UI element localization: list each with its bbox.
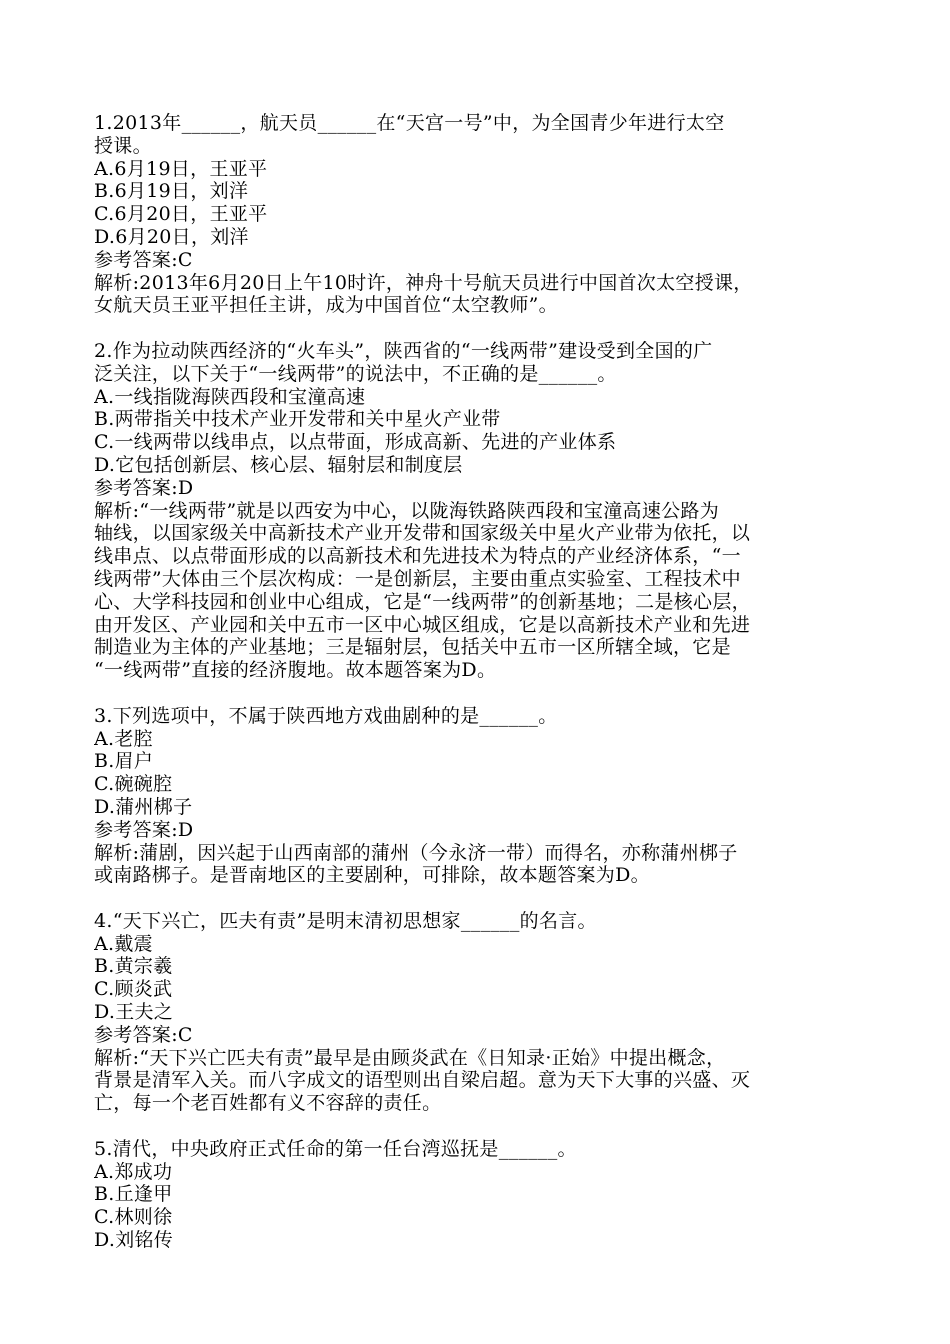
option-c: C.顾炎武	[94, 978, 173, 1001]
analysis-text: 解析:2013年6月20日上午10时许，神舟十号航天员进行中国首次太空授课，	[94, 271, 753, 294]
reference-answer: 参考答案:D	[94, 818, 194, 841]
analysis-text: 由开发区、产业园和关中五市一区中心城区组成，它是以高新技术产业和先进	[94, 613, 751, 636]
option-b: B.两带指关中技术产业开发带和关中星火产业带	[94, 408, 501, 431]
option-d: D.蒲州梆子	[94, 795, 193, 818]
option-b: B.黄宗羲	[94, 955, 173, 978]
reference-answer: 参考答案:C	[94, 248, 193, 271]
question-stem: 泛关注，以下关于“一线两带”的说法中，不正确的是______。	[94, 362, 617, 385]
question-stem: 4.“天下兴亡，匹夫有责”是明末清初思想家______的名言。	[94, 909, 597, 932]
analysis-text: 制造业为主体的产业基地；三是辐射层，包括关中五市一区所辖全域，它是	[94, 636, 731, 659]
option-d: D.刘铭传	[94, 1229, 174, 1252]
question-3	[94, 705, 884, 887]
analysis-text: 线两带”大体由三个层次构成：一是创新层，主要由重点实验室、工程技术中	[94, 567, 741, 590]
question-2	[94, 340, 884, 682]
analysis-text: 解析:“天下兴亡匹夫有责”最早是由顾炎武在《日知录·正始》中提出概念，	[94, 1046, 726, 1069]
option-a: A.戴震	[94, 932, 153, 955]
option-b: B.6月19日，刘洋	[94, 180, 249, 203]
option-c: C.林则徐	[94, 1206, 173, 1229]
question-4	[94, 910, 884, 1115]
question-stem: 3.下列选项中，不属于陕西地方戏曲剧种的是______。	[94, 704, 558, 727]
option-b: B.眉户	[94, 750, 154, 773]
question-stem: 授课。	[94, 134, 152, 157]
option-d: D.王夫之	[94, 1001, 174, 1024]
analysis-text: 或南路梆子。是晋南地区的主要剧种，可排除，故本题答案为D。	[94, 864, 650, 887]
question-1	[94, 112, 884, 317]
option-c: C.碗碗腔	[94, 773, 173, 796]
exam-document	[94, 112, 884, 1275]
option-a: A.老腔	[94, 727, 153, 750]
question-stem: 2.作为拉动陕西经济的“火车头”，陕西省的“一线两带”建设受到全国的广	[94, 339, 713, 362]
option-d: D.6月20日，刘洋	[94, 225, 249, 248]
option-c: C.6月20日，王亚平	[94, 203, 268, 226]
reference-answer: 参考答案:C	[94, 1023, 193, 1046]
option-b: B.丘逢甲	[94, 1183, 173, 1206]
analysis-text: 背景是清军入关。而八字成文的语型则出自梁启超。意为天下大事的兴盛、灭	[94, 1069, 751, 1092]
analysis-text: 亡，每一个老百姓都有义不容辞的责任。	[94, 1092, 442, 1115]
analysis-text: 线串点、以点带面形成的以高新技术和先进技术为特点的产业经济体系，“一	[94, 545, 741, 568]
option-a: A.6月19日，王亚平	[94, 157, 268, 180]
question-stem: 1.2013年______，航天员______在“天宫一号”中，为全国青少年进行太空	[94, 112, 725, 134]
analysis-text: 解析:蒲剧，因兴起于山西南部的蒲州（今永济一带）而得名，亦称蒲州梆子	[94, 841, 738, 864]
option-d: D.它包括创新层、核心层、辐射层和制度层	[94, 453, 463, 476]
question-stem: 5.清代，中央政府正式任命的第一任台湾巡抚是______。	[94, 1137, 577, 1160]
analysis-text: 女航天员王亚平担任主讲，成为中国首位“太空教师”。	[94, 294, 558, 317]
question-5	[94, 1138, 884, 1252]
analysis-text: 解析:“一线两带”就是以西安为中心，以陇海铁路陕西段和宝潼高速公路为	[94, 499, 720, 522]
analysis-text: 轴线，以国家级关中高新技术产业开发带和国家级关中星火产业带为依托，以	[94, 522, 751, 545]
analysis-text: 心、大学科技园和创业中心组成，它是“一线两带”的创新基地；二是核心层，	[94, 590, 751, 613]
option-a: A.郑成功	[94, 1160, 173, 1183]
analysis-text: “一线两带”直接的经济腹地。故本题答案为D。	[94, 659, 497, 682]
reference-answer: 参考答案:D	[94, 476, 194, 499]
option-c: C.一线两带以线串点，以点带面，形成高新、先进的产业体系	[94, 431, 617, 454]
option-a: A.一线指陇海陕西段和宝潼高速	[94, 385, 366, 408]
